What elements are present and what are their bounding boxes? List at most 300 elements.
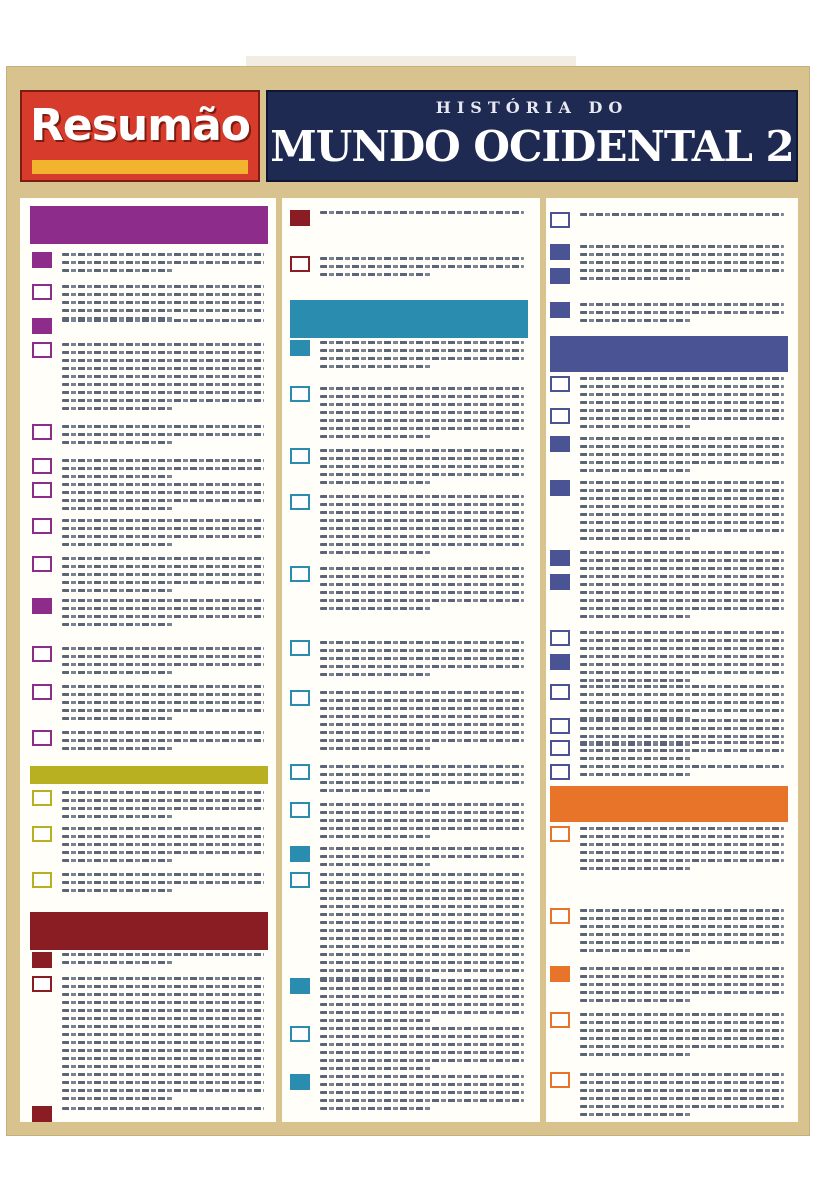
text-line [580,319,692,322]
text-line [62,747,173,750]
text-line [580,727,784,730]
text-line [580,1081,784,1084]
illegible-text-block [62,685,264,725]
bullet-marker-icon [290,846,310,862]
text-line [580,559,784,562]
text-line [320,527,524,530]
bullet-marker-icon [32,252,52,268]
text-line [320,535,524,538]
illegible-text-block [62,647,264,679]
illegible-text-block [580,481,784,545]
text-line [580,1021,784,1024]
text-line [62,685,264,688]
text-line [62,459,264,462]
text-line [580,245,784,248]
text-line [580,827,784,830]
text-line [580,537,692,540]
text-line [62,1057,264,1060]
text-line [62,827,264,830]
text-line [320,1107,432,1110]
text-line [320,641,524,644]
illegible-text-block [320,567,524,615]
text-line [320,863,432,866]
text-line [320,1011,524,1014]
bullet-marker-icon [550,908,570,924]
text-line [62,467,264,470]
text-line [320,1019,432,1022]
text-line [580,583,784,586]
text-line [320,599,524,602]
text-line [580,1073,784,1076]
text-line [320,739,524,742]
illegible-text-block [62,343,264,415]
text-line [580,765,784,768]
text-line [62,301,264,304]
bullet-marker-icon [32,1106,52,1122]
text-line [580,261,784,264]
illegible-text-block [62,827,264,867]
bullet-marker-icon [550,740,570,756]
text-line [580,1029,784,1032]
text-line [62,581,264,584]
text-line [62,993,264,996]
text-line [62,655,264,658]
illegible-text-block [580,1013,784,1061]
text-line [320,473,524,476]
text-line [62,1009,264,1012]
text-line [62,519,264,522]
illegible-text-block [580,269,784,285]
text-line [320,961,524,964]
bullet-marker-icon [550,408,570,424]
text-line [320,945,524,948]
text-line [320,575,524,578]
text-line [320,995,524,998]
text-line [580,663,784,666]
text-line [62,391,264,394]
illegible-text-block [320,803,524,843]
text-line [580,1089,784,1092]
illegible-text-block [320,691,524,755]
bullet-marker-icon [32,952,52,968]
text-line [320,257,524,260]
text-line [320,723,524,726]
text-line [580,933,784,936]
text-line [320,773,524,776]
bullet-marker-icon [32,342,52,358]
text-line [62,815,173,818]
bullet-marker-icon [550,826,570,842]
text-line [580,701,784,704]
text-line [62,319,264,322]
logo-bar [32,160,248,174]
text-line [320,1091,524,1094]
text-line [320,937,524,940]
text-line [320,881,524,884]
text-line [320,835,432,838]
text-line [62,843,264,846]
text-line [580,567,784,570]
text-line [320,273,432,276]
bullet-marker-icon [290,872,310,888]
bullet-marker-icon [290,802,310,818]
text-line [320,747,432,750]
text-line [320,889,524,892]
text-line [62,977,264,980]
text-line [580,575,784,578]
illegible-text-block [320,765,524,797]
text-line [580,967,784,970]
bullet-marker-icon [290,448,310,464]
text-line [62,483,264,486]
bullet-marker-icon [550,550,570,566]
text-line [580,925,784,928]
illegible-text-block [320,873,524,985]
page-title: MUNDO OCIDENTAL 2 [270,122,794,171]
text-line [320,789,432,792]
text-line [580,599,784,602]
text-line [320,855,524,858]
text-line [62,565,264,568]
text-line [320,707,524,710]
text-line [320,827,524,830]
text-line [320,905,524,908]
bullet-marker-icon [550,212,570,228]
text-line [62,1097,173,1100]
logo [20,90,260,182]
text-line [580,647,784,650]
illegible-text-block [580,437,784,477]
bullet-marker-icon [550,684,570,700]
text-line [62,873,264,876]
text-line [62,835,264,838]
bullet-marker-icon [290,386,310,402]
text-line [580,671,784,674]
text-line [62,491,264,494]
text-line [320,987,524,990]
text-line [320,731,524,734]
bullet-marker-icon [32,518,52,534]
text-line [62,573,264,576]
text-line [580,1097,784,1100]
illegible-text-block [62,459,264,483]
text-line [580,469,692,472]
text-line [580,999,692,1002]
illegible-text-block [62,319,264,327]
text-line [320,673,432,676]
text-line [320,1067,432,1070]
text-line [580,497,784,500]
text-line [580,253,784,256]
illegible-text-block [580,655,784,687]
text-line [580,983,784,986]
text-line [580,941,784,944]
text-line [580,489,784,492]
text-line [62,293,264,296]
text-line [580,693,784,696]
text-line [62,647,264,650]
text-line [580,1013,784,1016]
text-line [62,1081,264,1084]
text-line [62,1065,264,1068]
text-line [320,465,524,468]
text-line [62,807,264,810]
bullet-marker-icon [32,730,52,746]
text-line [580,843,784,846]
text-line [580,615,692,618]
text-line [580,1045,784,1048]
text-line [580,437,784,440]
text-line [580,741,784,744]
text-line [320,457,524,460]
text-line [580,655,784,658]
text-line [580,709,784,712]
bullet-marker-icon [550,436,570,452]
text-line [62,285,264,288]
text-line [62,799,264,802]
text-line [320,969,524,972]
bullet-marker-icon [290,764,310,780]
bullet-marker-icon [550,480,570,496]
text-line [580,269,784,272]
text-line [580,521,784,524]
text-line [62,269,173,272]
text-line [320,811,524,814]
text-line [62,383,264,386]
illegible-text-block [320,1027,524,1075]
bullet-marker-icon [32,318,52,334]
logo-text: Resumão [29,100,250,151]
text-line [320,503,524,506]
text-line [580,917,784,920]
text-line [580,393,784,396]
text-line [62,375,264,378]
text-line [62,407,173,410]
text-line [580,1037,784,1040]
text-line [62,261,264,264]
illegible-text-block [62,791,264,823]
text-line [580,453,784,456]
text-line [320,449,524,452]
section-header-navy [550,336,788,372]
bullet-marker-icon [550,302,570,318]
text-line [580,757,692,760]
text-line [320,979,524,982]
bullet-marker-icon [290,1026,310,1042]
text-line [62,623,173,626]
text-line [62,961,173,964]
text-line [320,519,524,522]
bullet-marker-icon [32,598,52,614]
illegible-text-block [62,1107,264,1115]
text-line [62,701,264,704]
text-line [320,1075,524,1078]
illegible-text-block [320,495,524,559]
text-line [62,441,173,444]
text-line [62,475,173,478]
text-line [580,867,692,870]
text-line [580,909,784,912]
illegible-text-block [62,977,264,1105]
bullet-marker-icon [32,684,52,700]
bullet-marker-icon [32,284,52,300]
text-line [62,851,264,854]
text-line [580,385,784,388]
illegible-text-block [580,575,784,623]
text-line [320,715,524,718]
text-line [320,913,524,916]
illegible-text-block [62,599,264,631]
bullet-marker-icon [550,1012,570,1028]
bullet-marker-icon [290,1074,310,1090]
text-line [62,1049,264,1052]
bullet-marker-icon [550,268,570,284]
text-line [62,527,264,530]
text-line [62,791,264,794]
illegible-text-block [580,765,784,781]
text-line [62,671,173,674]
text-line [62,367,264,370]
illegible-text-block [62,483,264,515]
text-line [320,395,524,398]
bullet-marker-icon [290,690,310,706]
text-line [580,461,784,464]
section-header-teal [290,300,528,338]
illegible-text-block [62,953,264,969]
text-line [320,435,432,438]
text-line [62,693,264,696]
text-line [580,679,692,682]
illegible-text-block [320,341,524,373]
section-header-olive [30,766,268,784]
text-line [320,921,524,924]
bullet-marker-icon [550,1072,570,1088]
text-line [580,417,784,420]
text-line [62,253,264,256]
text-line [320,781,524,784]
bullet-marker-icon [550,574,570,590]
text-line [320,349,524,352]
text-line [320,481,432,484]
text-line [580,529,784,532]
text-line [580,591,784,594]
illegible-text-block [320,387,524,443]
text-line [62,607,264,610]
bullet-marker-icon [32,482,52,498]
text-line [580,851,784,854]
text-line [62,399,264,402]
text-line [320,1027,524,1030]
text-line [580,719,784,722]
text-line [62,507,173,510]
text-line [580,773,692,776]
text-line [320,427,524,430]
text-line [320,897,524,900]
text-line [580,835,784,838]
bullet-marker-icon [290,340,310,356]
bullet-marker-icon [290,640,310,656]
text-line [320,953,524,956]
text-line [580,639,784,642]
text-line [320,495,524,498]
title-box [266,90,798,182]
text-line [62,709,264,712]
text-line [580,401,784,404]
text-line [62,1017,264,1020]
illegible-text-block [580,909,784,957]
text-line [320,341,524,344]
title-kicker: HISTÓRIA DO [435,98,629,117]
text-line [320,543,524,546]
bullet-marker-icon [550,966,570,982]
text-line [320,819,524,822]
text-line [580,277,692,280]
text-line [62,717,173,720]
text-line [320,365,432,368]
text-line [320,403,524,406]
text-line [580,859,784,862]
bullet-marker-icon [32,872,52,888]
section-header-orange [550,786,788,822]
text-line [320,765,524,768]
text-line [62,351,264,354]
text-line [580,735,784,738]
bullet-marker-icon [290,978,310,994]
illegible-text-block [580,409,784,433]
text-line [62,985,264,988]
text-line [320,387,524,390]
text-line [62,499,264,502]
text-line [580,949,692,952]
text-line [62,615,264,618]
text-line [62,557,264,560]
text-line [580,481,784,484]
bullet-marker-icon [550,654,570,670]
bullet-marker-icon [32,976,52,992]
bullet-marker-icon [290,256,310,272]
text-line [320,649,524,652]
text-line [320,511,524,514]
text-line [320,929,524,932]
text-line [62,535,264,538]
text-line [580,631,784,634]
text-line [580,991,784,994]
text-line [320,1059,524,1062]
text-line [580,425,692,428]
text-line [320,665,524,668]
section-header-maroon [30,912,268,950]
text-line [62,739,264,742]
text-line [580,1053,692,1056]
text-line [62,731,264,734]
text-line [580,377,784,380]
illegible-text-block [320,449,524,489]
text-line [320,847,524,850]
bullet-marker-icon [32,556,52,572]
text-line [62,1001,264,1004]
illegible-text-block [320,1075,524,1115]
text-line [320,411,524,414]
text-line [320,1035,524,1038]
text-line [320,357,524,360]
bullet-marker-icon [32,424,52,440]
text-line [320,567,524,570]
text-line [62,1033,264,1036]
illegible-text-block [580,741,784,765]
illegible-text-block [580,213,784,221]
text-line [62,433,264,436]
bullet-marker-icon [550,718,570,734]
